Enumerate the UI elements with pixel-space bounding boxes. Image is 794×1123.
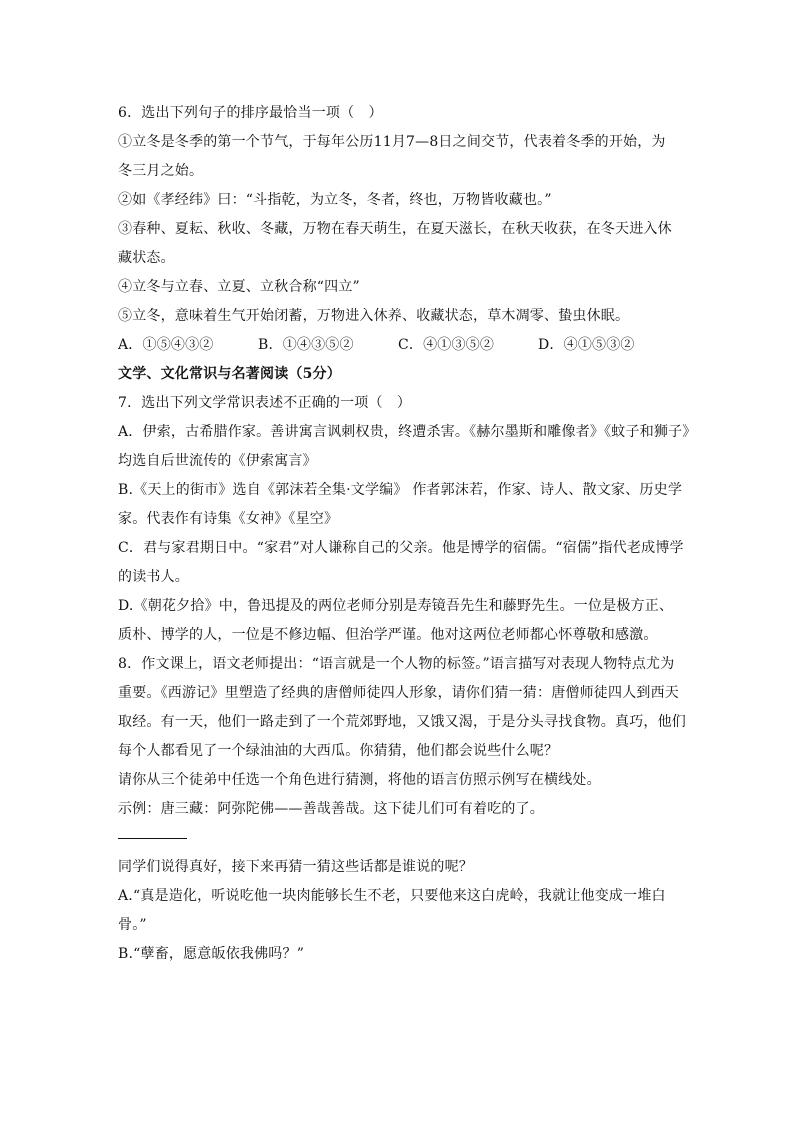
q7-option-d-line-1: D.《朝花夕拾》中，鲁迅提及的两位老师分别是寿镜吾先生和藤野先生。一位是极方正、: [118, 598, 674, 614]
q6-sentence-4: ④立冬与立春、立夏、立秋合称“四立”: [118, 279, 360, 295]
q6-stem: 6．选出下列句子的排序最恰当一项（ ）: [118, 105, 383, 121]
q6-sentence-5: ⑤立冬，意味着生气开始闭蓄，万物进入休养、收藏状态，草木凋零、蛰虫休眠。: [118, 308, 630, 324]
q6-sentence-3-line-1: ③春种、夏耘、秋收、冬藏，万物在春天萌生，在夏天滋长，在秋天收获，在冬天进入休: [118, 221, 672, 237]
document-page: [118, 99, 697, 969]
q8-instruction: 请你从三个徒弟中任选一个角色进行猜测，将他的语言仿照示例写在横线处。: [118, 772, 601, 788]
q6-sentence-1-line-2: 冬三月之始。: [118, 163, 204, 179]
q6-options: [118, 331, 678, 360]
q8-example: 示例：唐三藏：阿弥陀佛——善哉善哉。这下徒儿们可有着吃的了。: [118, 801, 544, 817]
q6-sentence-1-line-1: ①立冬是冬季的第一个节气，于每年公历11月7—8日之间交节，代表着冬季的开始，为: [118, 134, 666, 150]
q8-quote-a-line-2: 骨。”: [118, 917, 147, 933]
q7-option-a-line-2: 均选自后世流传的《伊索寓言》: [118, 453, 317, 469]
q7-stem: 7．选出下列文学常识表述不正确的一项（ ）: [118, 395, 412, 411]
answer-underline: [118, 838, 187, 839]
q6-option-b: B．①④③⑤②: [258, 337, 354, 353]
q7-option-d-line-2: 质朴、博学的人，一位是不修边幅、但治学严谨。他对这两位老师都心怀尊敬和感激。: [118, 627, 658, 643]
q8-quote-a-line-1: A.“真是造化，听说吃他一块肉能够长生不老，只要他来这白虎岭，我就让他变成一堆白: [118, 888, 666, 904]
q6-option-c: C．④①③⑤②: [398, 337, 495, 353]
q8-follow-up: 同学们说得真好，接下来再猜一猜这些话都是谁说的呢？: [118, 859, 473, 875]
q6-option-a: A．①⑤④③②: [118, 337, 214, 353]
q7-option-b-line-1: B.《天上的街市》选自《郭沫若全集·文学编》 作者郭沫若，作家、诗人、散文家、历史学: [118, 482, 683, 498]
q7-option-c-line-1: C．君与家君期日中。“家君”对人谦称自己的父亲。他是博学的宿儒。“宿儒”指代老成博学: [118, 540, 684, 556]
q7-option-a-line-1: A．伊索，古希腊作家。善讲寓言讽刺权贵，终遭杀害。《赫尔墨斯和雕像者》《蚊子和狮子》: [118, 424, 697, 440]
q6-sentence-3-line-2: 藏状态。: [118, 250, 175, 266]
q8-quote-b-line-1: B.“孽畜，愿意皈依我佛吗？”: [118, 946, 305, 962]
q8-paragraph-line-3: 取经。有一天，他们一路走到了一个荒郊野地，又饿又渴，于是分头寻找食物。真巧，他们: [118, 714, 686, 730]
q6-sentence-2: ②如《孝经纬》曰：“斗指乾，为立冬，冬者，终也，万物皆收藏也。”: [118, 192, 552, 208]
section-heading: 文学、文化常识与名著阅读（5分）: [118, 366, 341, 382]
q8-paragraph-line-4: 每个人都看见了一个绿油油的大西瓜。你猜猜，他们都会说些什么呢？: [118, 743, 559, 759]
q6-option-d: D．④①⑤③②: [538, 337, 635, 353]
answer-blank: [118, 824, 678, 853]
q8-paragraph-line-1: 8．作文课上，语文老师提出：“语言就是一个人物的标签。”语言描写对表现人物特点尤为: [118, 656, 675, 672]
q7-option-c-line-2: 的读书人。: [118, 569, 189, 585]
q8-paragraph-line-2: 重要。《西游记》里塑造了经典的唐僧师徒四人形象，请你们猜一猜：唐僧师徒四人到西天: [118, 685, 679, 701]
q7-option-b-line-2: 家。代表作有诗集《女神》《星空》: [118, 511, 339, 527]
